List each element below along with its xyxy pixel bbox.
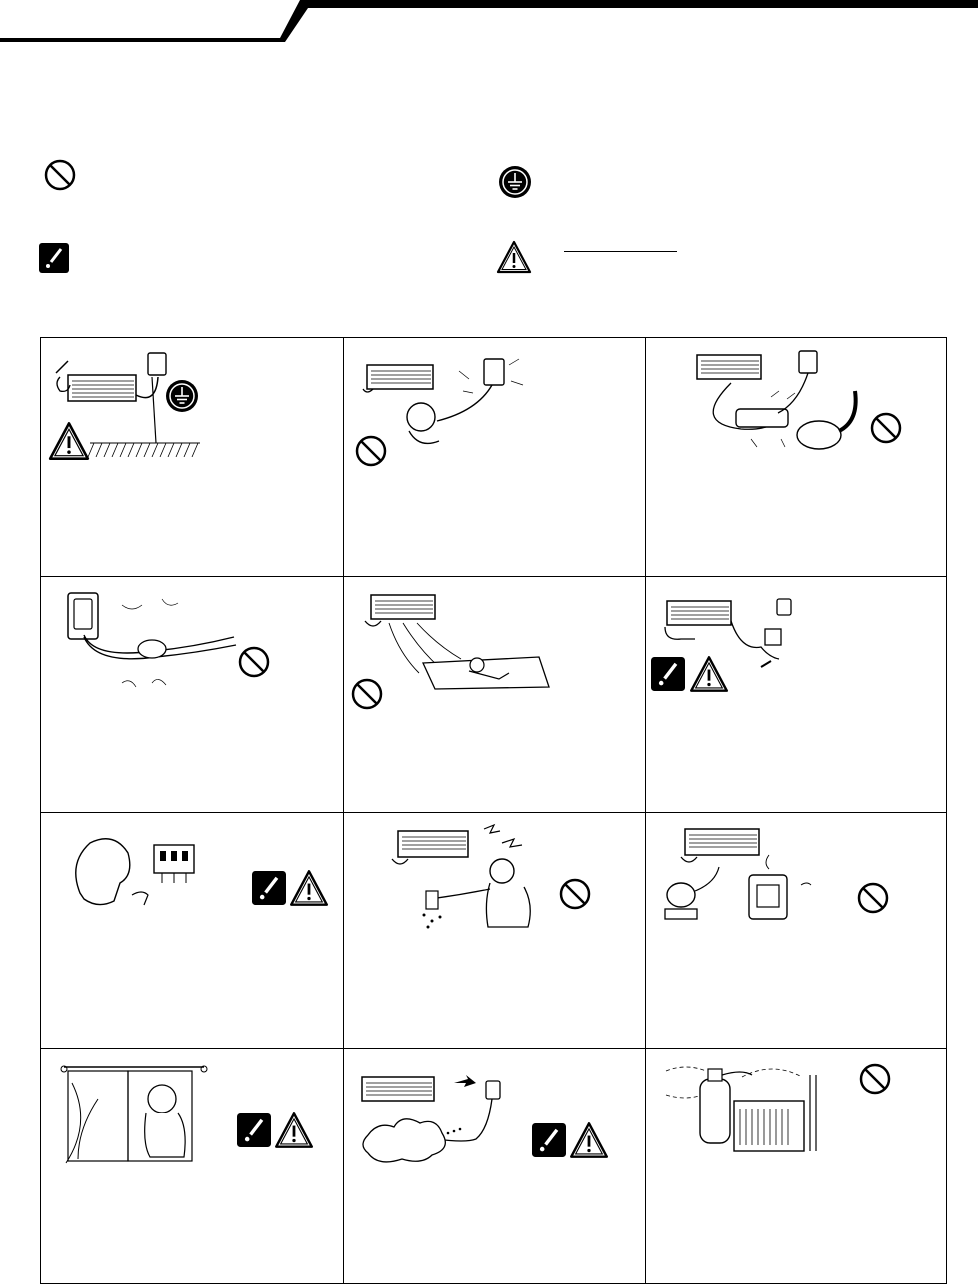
header-bar bbox=[0, 0, 978, 50]
panel-ventilate bbox=[42, 1049, 342, 1284]
ground-icon bbox=[498, 165, 532, 199]
panel-unplug-idle bbox=[344, 1049, 644, 1284]
warning-triangle-icon bbox=[689, 655, 729, 693]
prohibition-icon bbox=[354, 434, 388, 468]
prohibition-icon bbox=[43, 158, 77, 192]
mandatory-action-icon bbox=[39, 243, 69, 273]
prohibition-icon bbox=[858, 1062, 892, 1096]
wet-hands-illustration bbox=[384, 823, 554, 933]
ventilate-illustration bbox=[58, 1059, 218, 1169]
panel-cold-air bbox=[344, 577, 644, 811]
prohibition-icon bbox=[856, 881, 890, 915]
panel-unplug bbox=[646, 577, 946, 811]
unplug-illustration bbox=[661, 595, 821, 675]
panel-wet-hands bbox=[344, 813, 644, 1047]
warning-triangle-icon bbox=[569, 1121, 609, 1159]
warning-triangle-icon bbox=[289, 869, 329, 907]
prohibition-icon bbox=[869, 411, 903, 445]
mandatory-action-icon bbox=[532, 1123, 566, 1157]
warning-triangle-icon bbox=[47, 421, 91, 461]
heaters-illustration bbox=[661, 825, 841, 925]
warning-triangle-icon bbox=[496, 240, 532, 274]
panel-child-plug bbox=[344, 339, 644, 575]
panel-breaker bbox=[42, 813, 342, 1047]
ground-icon bbox=[165, 379, 199, 413]
cold-air-illustration bbox=[359, 591, 559, 701]
mandatory-action-icon bbox=[237, 1113, 271, 1147]
prohibition-icon bbox=[237, 645, 271, 679]
unplug-idle-illustration bbox=[358, 1069, 518, 1169]
damaged-cord-illustration bbox=[62, 585, 242, 695]
panel-heaters bbox=[646, 813, 946, 1047]
panel-grounding bbox=[42, 339, 342, 575]
prohibition-icon bbox=[350, 677, 384, 711]
panel-gas-cylinder bbox=[646, 1049, 946, 1284]
legend-underline bbox=[564, 251, 677, 252]
gas-cylinder-illustration bbox=[662, 1055, 842, 1165]
prohibition-icon bbox=[558, 877, 592, 911]
mandatory-action-icon bbox=[651, 657, 685, 691]
breaker-illustration bbox=[70, 833, 220, 923]
shared-outlet-illustration bbox=[691, 347, 871, 457]
panel-damaged-cord bbox=[42, 577, 342, 811]
mandatory-action-icon bbox=[252, 871, 286, 905]
warning-triangle-icon bbox=[274, 1111, 314, 1149]
panel-shared-outlet bbox=[646, 339, 946, 575]
